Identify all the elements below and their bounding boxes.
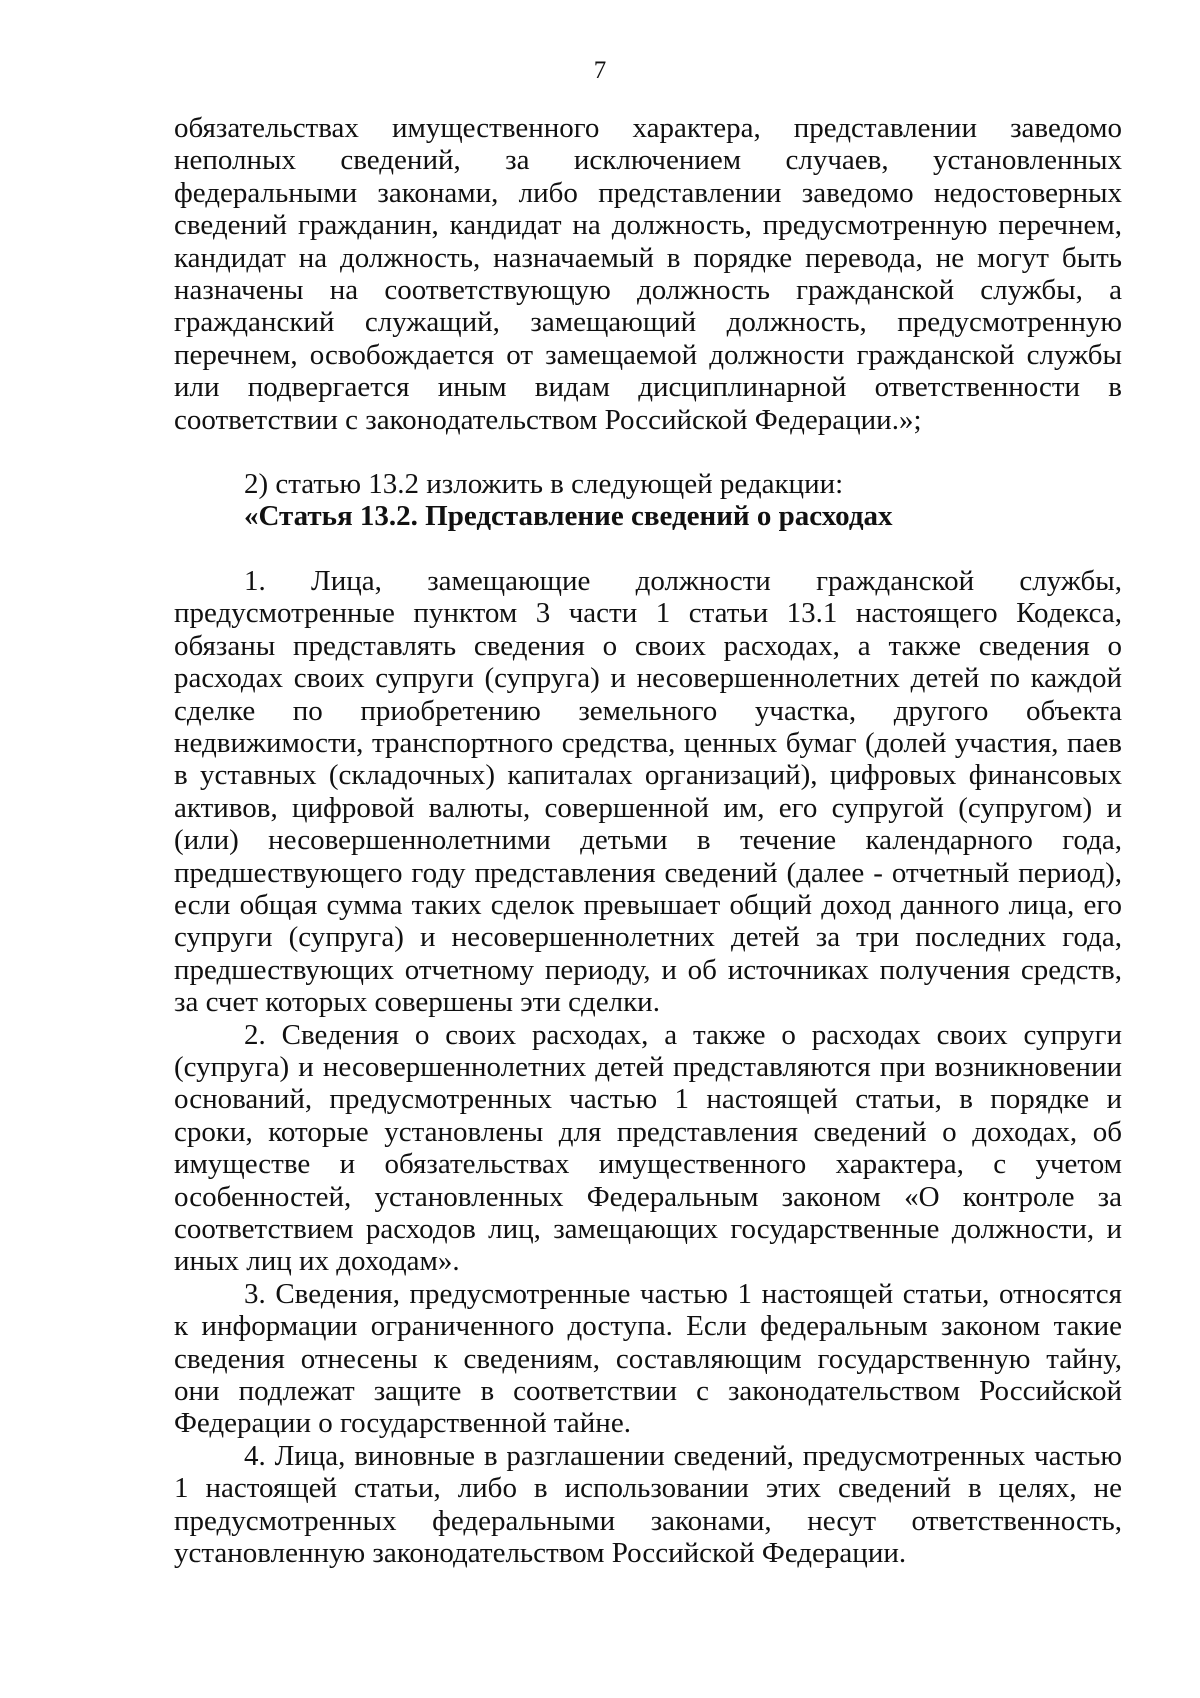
document-body — [174, 112, 1122, 1569]
paragraph-part-1: 1. Лица, замещающие должности гражданской службы, предусмотренные пунктом 3 части 1 статьи 13.1 настоящего Кодекса, обязаны представлять сведения о своих расходах, а также сведения о расходах своих супруги (супруга) и несовершеннолетних детей по каждой сделке по приобретению земельного участка, другого объекта недвижимости, транспортного средства, ценных бумаг (долей участия, паев в уставных (складочных) капиталах организаций), цифровых финансовых активов, цифровой валюты, совершенной им, его супругой (супругом) и (или) несовершеннолетними детьми в течение календарного года, предшествующего году представления сведений (далее - отчетный период), если общая сумма таких сделок превышает общий доход данного лица, его супруги (супруга) и несовершеннолетних детей за три последних года, предшествующих отчетному периоду, и об источниках получения средств, за счет которых совершены эти сделки. — [174, 564, 1122, 1019]
paragraph-part-2: 2. Сведения о своих расходах, а также о расходах своих супруги (супруга) и несовершеннолетних детей представляются при возникновении оснований, предусмотренных частью 1 настоящей статьи, в порядке и сроки, которые установлены для представления сведений о доходах, об имуществе и обязательствах имущественного характера, с учетом особенностей, установленных Федеральным законом «О контроле за соответствием расходов лиц, замещающих государственные должности, и иных лиц их доходам». — [174, 1018, 1122, 1278]
paragraph-amendment-item: 2) статью 13.2 изложить в следующей редакции: — [244, 468, 844, 501]
article-heading: «Статья 13.2. Представление сведений о расходах — [244, 500, 893, 533]
page-number: 7 — [593, 57, 607, 84]
paragraph-part-3: 3. Сведения, предусмотренные частью 1 настоящей статьи, относятся к информации ограниченного доступа. Если федеральным законом такие сведения отнесены к сведениям, составляющим государственную тайну, они подлежат защите в соответствии с законодательством Российской Федерации о государственной тайне. — [174, 1277, 1122, 1440]
paragraph-part-4: 4. Лица, виновные в разглашении сведений, предусмотренных частью 1 настоящей статьи, либо в использовании этих сведений в целях, не предусмотренных федеральными законами, несут ответственность, установленную законодательством Российской Федерации. — [174, 1439, 1122, 1570]
paragraph-continuation: обязательствах имущественного характера, представлении заведомо неполных сведений, за исключением случаев, установленных федеральными законами, либо представлении заведомо недостоверных сведений гражданин, кандидат на должность, предусмотренную перечнем, кандидат на должность, назначаемый в порядке перевода, не могут быть назначены на соответствующую должность гражданской службы, а гражданский служащий, замещающий должность, предусмотренную перечнем, освобождается от замещаемой должности гражданской службы или подвергается иным видам дисциплинарной ответственности в соответствии с законодательством Российской Федерации.»; — [174, 112, 1122, 436]
